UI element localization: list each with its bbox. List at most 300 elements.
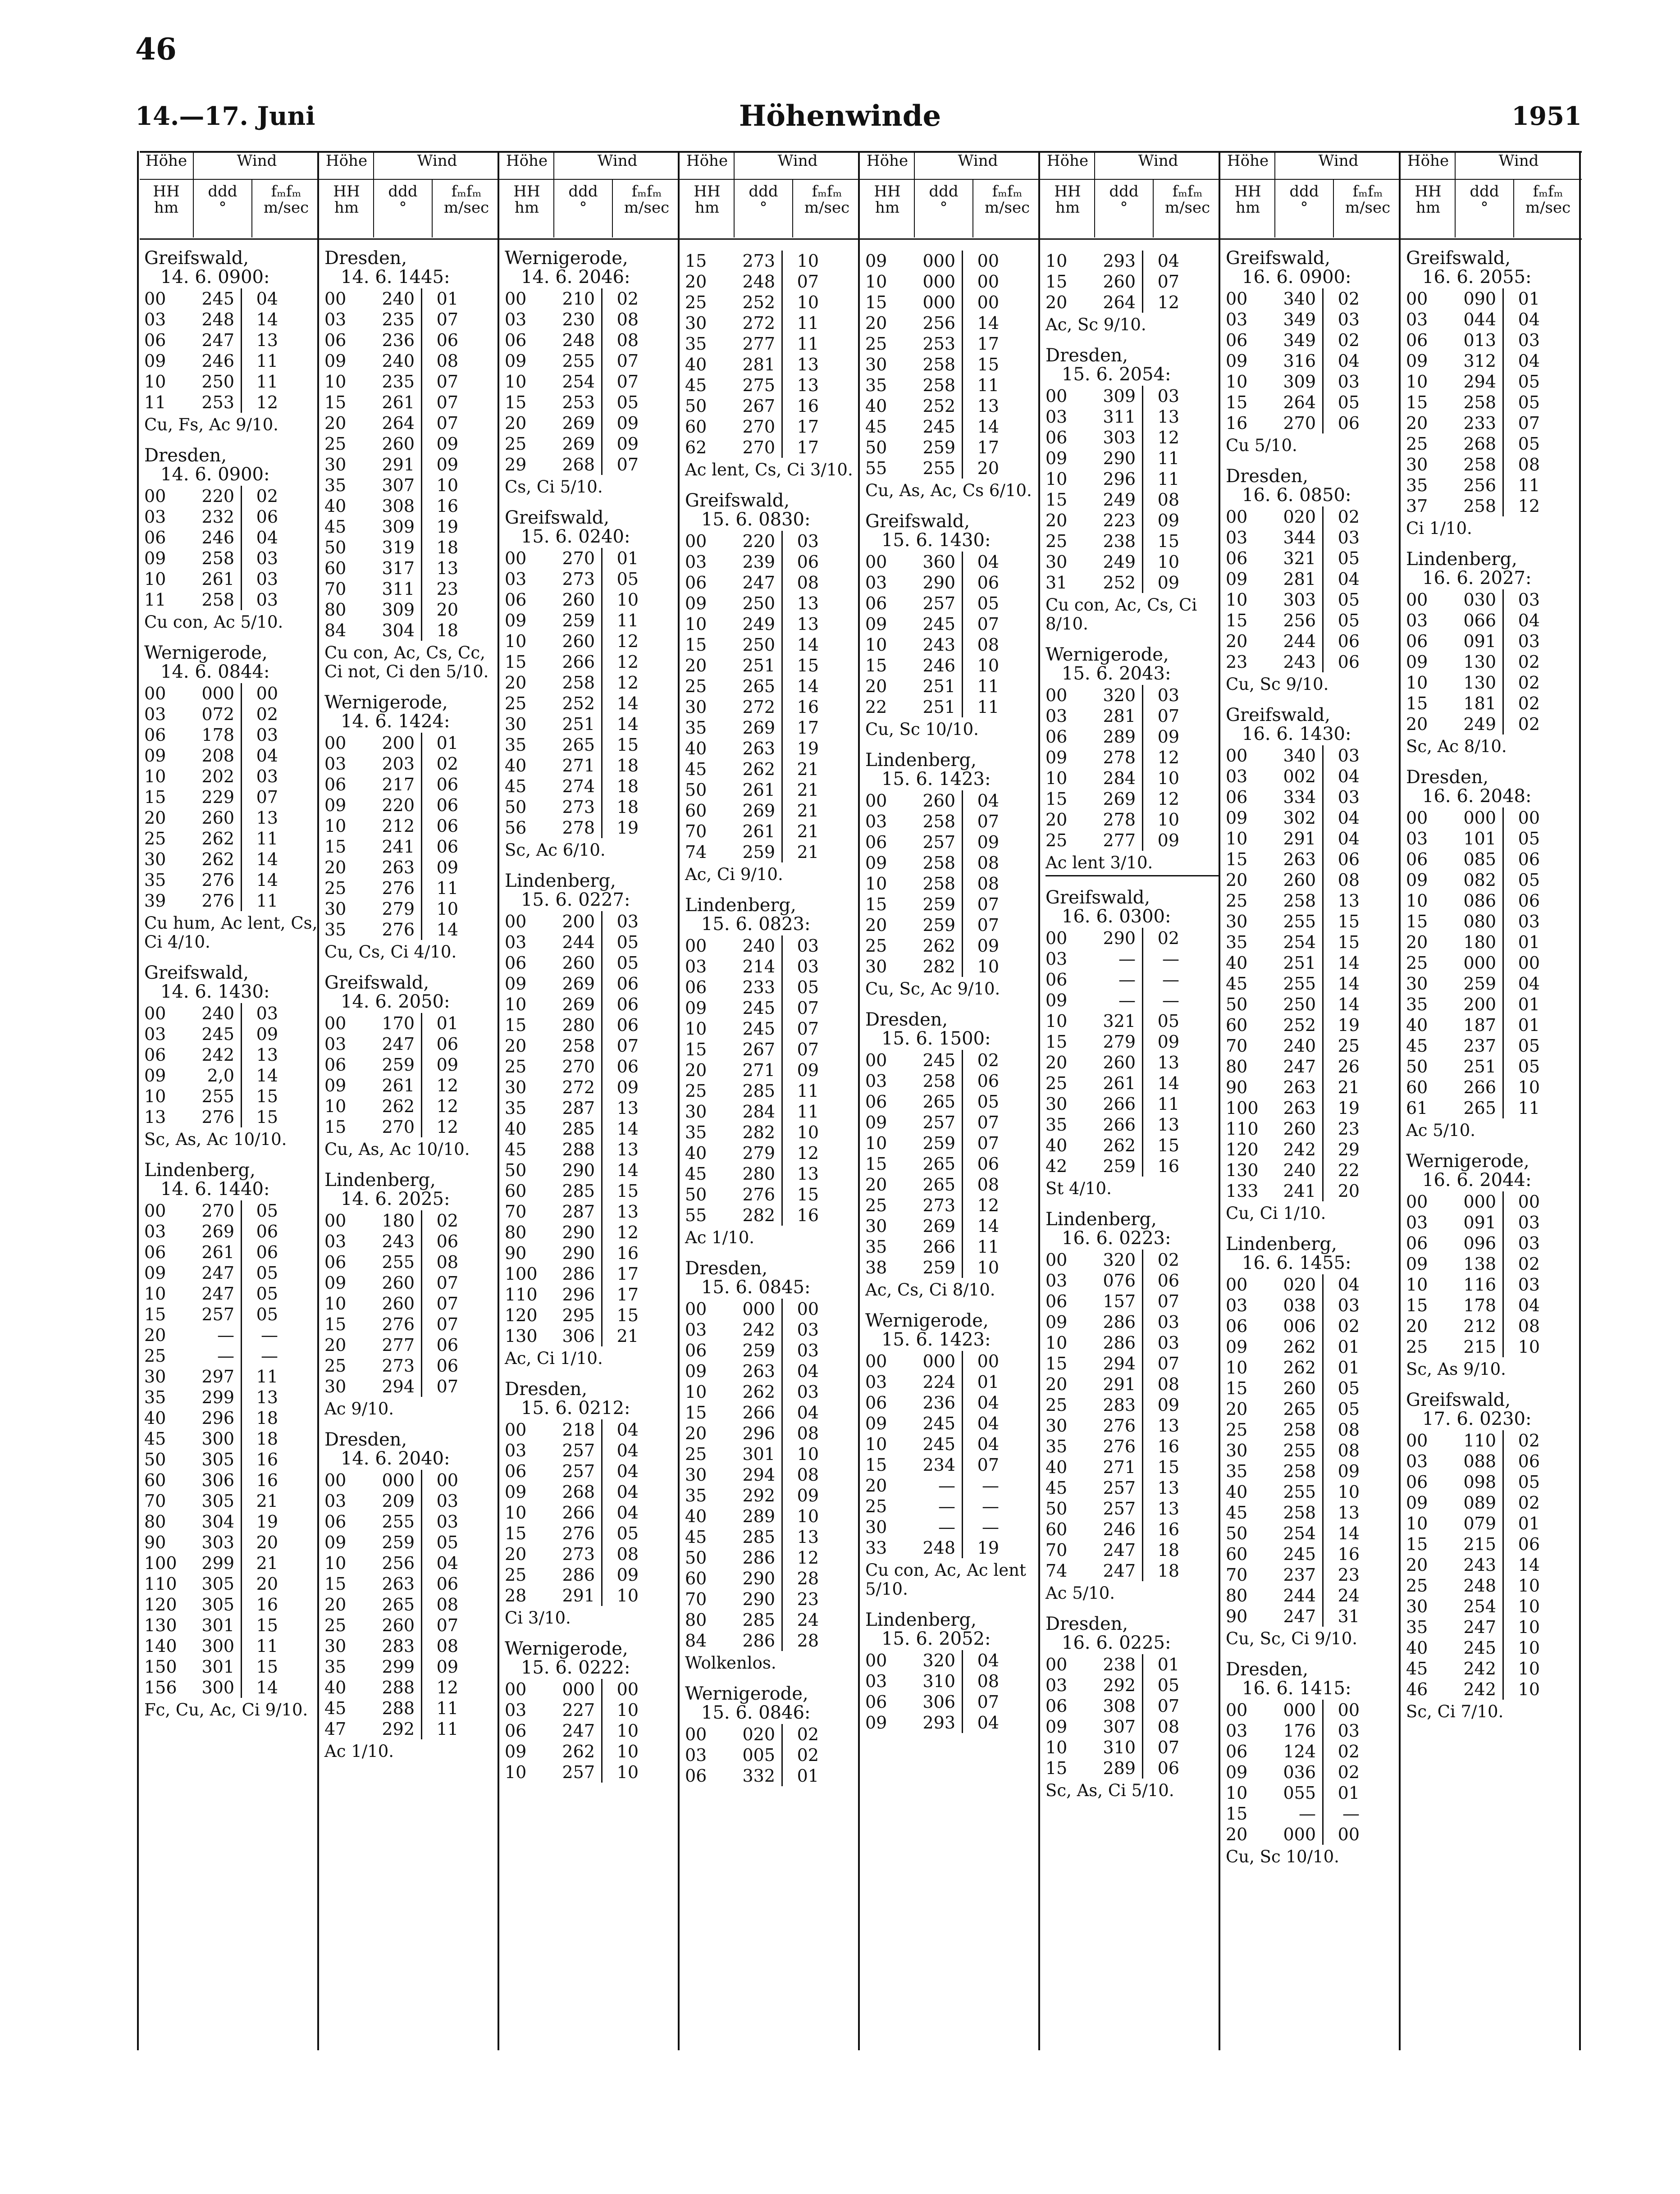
speed-cell: 06	[797, 552, 819, 572]
direction-cell: 262	[365, 1096, 422, 1117]
column-divider	[1038, 151, 1040, 2050]
height-cell: 40	[505, 1119, 527, 1139]
table-row	[685, 1547, 859, 1568]
speed-cell: 01	[1518, 994, 1540, 1014]
direction-cell: 232	[185, 506, 242, 527]
height-cell: 00	[324, 733, 347, 753]
height-cell: 09	[685, 1361, 707, 1381]
table-row	[865, 1050, 1039, 1071]
table-row	[1406, 911, 1580, 932]
wind-table	[865, 251, 1039, 479]
height-cell: 15	[685, 251, 707, 271]
header-hoehe: Höhe	[861, 153, 915, 179]
wind-table	[1226, 288, 1400, 433]
speed-cell: 06	[256, 1242, 278, 1262]
observation-time: 16. 6. 0300:	[1062, 906, 1171, 927]
height-cell: 40	[865, 396, 887, 416]
table-row	[505, 392, 679, 413]
direction-cell: 124	[1266, 1741, 1324, 1762]
table-row	[1406, 1015, 1580, 1035]
station-block	[685, 491, 859, 884]
height-cell: 00	[1406, 590, 1428, 610]
direction-cell: 296	[726, 1423, 783, 1444]
table-row	[324, 1677, 498, 1698]
direction-cell: 308	[1086, 1696, 1143, 1716]
station-block	[865, 1610, 1039, 1733]
table-row	[505, 1482, 679, 1502]
direction-cell: 247	[545, 1720, 603, 1741]
height-cell: 00	[505, 1679, 527, 1699]
speed-cell: 01	[436, 733, 458, 753]
table-row	[1226, 1523, 1400, 1544]
direction-cell: 247	[1266, 1056, 1324, 1077]
table-row	[1226, 1035, 1400, 1056]
height-cell: 23	[1226, 652, 1248, 672]
height-cell: 10	[144, 569, 166, 589]
speed-cell: 09	[977, 832, 999, 852]
height-cell: 09	[505, 351, 527, 371]
speed-cell: 03	[1518, 912, 1540, 931]
speed-cell: 03	[436, 1491, 458, 1511]
height-cell: 03	[1045, 407, 1068, 427]
direction-cell: 292	[726, 1485, 783, 1506]
height-cell: 06	[324, 775, 347, 794]
speed-cell: 02	[1518, 673, 1540, 693]
direction-cell: 235	[365, 309, 422, 330]
direction-cell: 233	[726, 977, 783, 998]
direction-cell: 284	[726, 1101, 783, 1122]
direction-cell: 307	[365, 475, 422, 496]
direction-cell: 000	[1447, 807, 1504, 828]
speed-cell: 24	[797, 1610, 819, 1630]
table-row	[324, 579, 498, 599]
header-hm-label: hm	[514, 199, 539, 217]
direction-cell: 262	[185, 849, 242, 870]
speed-cell: 12	[1157, 428, 1179, 447]
header-ddd	[915, 180, 973, 237]
height-cell: 10	[1045, 469, 1068, 489]
direction-cell: 261	[726, 780, 783, 800]
speed-cell: 03	[1338, 1295, 1360, 1315]
direction-cell: 311	[365, 579, 422, 599]
direction-cell: 259	[365, 1532, 422, 1553]
height-cell: 00	[1406, 289, 1428, 309]
height-cell: 06	[1045, 727, 1068, 747]
header-row	[861, 153, 1041, 180]
height-cell: 06	[324, 1252, 347, 1272]
speed-cell: 10	[616, 590, 639, 610]
direction-cell: 289	[1086, 726, 1143, 747]
table-row	[1226, 1056, 1400, 1077]
direction-cell: 036	[1266, 1762, 1324, 1783]
speed-cell: 13	[797, 1527, 819, 1547]
table-row	[1226, 1295, 1400, 1316]
table-row	[505, 371, 679, 392]
table-row	[1226, 1098, 1400, 1118]
table-row	[865, 416, 1039, 437]
direction-cell: 265	[906, 1091, 963, 1112]
header-row	[680, 153, 861, 180]
height-cell: 30	[865, 355, 887, 374]
height-cell: 50	[1406, 1057, 1428, 1076]
table-row	[1226, 610, 1400, 631]
direction-cell: 089	[1447, 1492, 1504, 1513]
height-cell: 30	[1406, 455, 1428, 474]
observation-time: 15. 6. 1500:	[881, 1028, 991, 1049]
speed-cell: 03	[797, 936, 819, 956]
speed-cell: 03	[1338, 787, 1360, 807]
direction-cell: 303	[1266, 589, 1324, 610]
direction-cell: 260	[1086, 1052, 1143, 1073]
table-row	[685, 1745, 859, 1765]
speed-cell: 13	[616, 1098, 639, 1118]
speed-cell: 05	[1338, 392, 1360, 412]
speed-cell: 00	[256, 684, 278, 703]
speed-cell: —	[1162, 949, 1179, 969]
column-body	[861, 240, 1041, 1733]
table-row	[144, 890, 318, 911]
direction-cell: 030	[1447, 589, 1504, 610]
height-cell: 10	[1226, 372, 1248, 392]
direction-cell: 263	[365, 857, 422, 878]
table-row	[324, 392, 498, 413]
height-cell: 30	[505, 1077, 527, 1097]
direction-cell: 292	[365, 1719, 422, 1739]
speed-cell: 14	[436, 920, 458, 940]
table-row	[324, 1656, 498, 1677]
table-row	[865, 1195, 1039, 1216]
height-cell: 15	[1045, 272, 1068, 292]
table-row	[1045, 1291, 1219, 1312]
speed-cell: 08	[977, 1175, 999, 1195]
wind-table	[1045, 928, 1219, 1177]
direction-cell: 301	[726, 1444, 783, 1464]
direction-cell: 269	[545, 973, 603, 994]
table-row	[1406, 330, 1580, 351]
table-row	[1226, 1606, 1400, 1627]
table-row	[865, 1091, 1039, 1112]
observation-time: 14. 6. 0900:	[160, 464, 270, 485]
direction-cell: 000	[185, 683, 242, 704]
header-hm-label: hm	[154, 199, 179, 217]
height-cell: 03	[865, 1071, 887, 1091]
table-row	[685, 1081, 859, 1101]
speed-cell: 22	[1338, 1160, 1360, 1180]
direction-cell: 287	[545, 1201, 603, 1222]
speed-cell: 05	[797, 977, 819, 997]
direction-cell: 237	[1266, 1565, 1324, 1585]
speed-cell: 11	[797, 313, 819, 333]
height-cell: 25	[505, 1057, 527, 1076]
observation-time: 15. 6. 2054:	[1062, 364, 1171, 385]
table-row	[324, 1075, 498, 1096]
speed-cell: 00	[977, 272, 999, 292]
height-cell: 03	[144, 310, 166, 329]
direction-cell: 249	[726, 614, 783, 634]
wind-table	[1406, 807, 1580, 1118]
speed-cell: —	[982, 1496, 999, 1516]
speed-cell: 10	[797, 251, 819, 271]
height-cell: 110	[505, 1285, 538, 1305]
direction-cell: 276	[545, 1523, 603, 1544]
direction-cell: 258	[185, 589, 242, 610]
speed-cell: 12	[436, 1678, 458, 1697]
direction-cell: 265	[545, 734, 603, 755]
column-divider	[1399, 151, 1401, 2050]
header-hoehe: Höhe	[140, 153, 194, 179]
height-cell: 06	[1045, 1291, 1068, 1311]
speed-cell: 04	[1157, 251, 1179, 271]
speed-cell: 15	[1338, 912, 1360, 931]
table-row	[865, 593, 1039, 614]
direction-cell: 308	[365, 496, 422, 516]
speed-cell: 07	[616, 372, 639, 392]
direction-cell: 245	[906, 1050, 963, 1071]
table-row	[1045, 1415, 1219, 1436]
direction-cell: 288	[545, 1139, 603, 1160]
height-cell: 06	[144, 528, 166, 547]
table-row	[1045, 809, 1219, 830]
height-cell: 10	[1045, 1333, 1068, 1353]
speed-cell: 16	[436, 496, 458, 516]
wind-table	[505, 1419, 679, 1606]
wind-table	[324, 733, 498, 940]
direction-cell: 240	[1266, 1035, 1324, 1056]
height-cell: 09	[685, 998, 707, 1018]
height-cell: 00	[1045, 1655, 1068, 1674]
table-row	[505, 1263, 679, 1284]
wind-table	[865, 1050, 1039, 1278]
height-cell: 40	[324, 1678, 347, 1697]
station-block	[1226, 249, 1400, 455]
direction-cell: 260	[185, 807, 242, 828]
height-cell: 09	[324, 795, 347, 815]
table-row	[1226, 1274, 1400, 1295]
table-row	[1226, 1700, 1400, 1720]
table-row	[505, 672, 679, 693]
table-row	[1226, 1399, 1400, 1419]
wind-table	[1406, 1191, 1580, 1357]
table-row	[324, 1532, 498, 1553]
table-row	[865, 313, 1039, 333]
height-cell: 25	[144, 829, 166, 848]
height-cell: 09	[865, 1113, 887, 1132]
speed-cell: 11	[977, 1237, 999, 1257]
header-row	[1041, 153, 1221, 180]
height-cell: 00	[324, 1211, 347, 1231]
height-cell: 09	[685, 593, 707, 613]
direction-cell: 290	[726, 1589, 783, 1610]
direction-cell: 269	[1086, 789, 1143, 809]
table-row	[144, 1045, 318, 1065]
speed-cell: 20	[256, 1574, 278, 1594]
table-row	[324, 516, 498, 537]
column-header	[1221, 151, 1402, 240]
direction-cell: 256	[1447, 475, 1504, 496]
table-row	[324, 1698, 498, 1719]
header-ff	[793, 180, 861, 237]
speed-cell: 19	[616, 818, 639, 838]
direction-cell: 258	[906, 853, 963, 873]
height-cell: 50	[1226, 1523, 1248, 1543]
direction-cell: 310	[906, 1671, 963, 1692]
height-cell: 25	[324, 1615, 347, 1635]
speed-cell: 04	[977, 1713, 999, 1733]
cloud-note: Sc, Ac 6/10.	[505, 840, 606, 860]
height-cell: 40	[685, 1506, 707, 1526]
direction-cell: 265	[726, 676, 783, 697]
table-row	[324, 496, 498, 516]
table-row	[1406, 589, 1580, 610]
height-cell: 09	[1045, 1312, 1068, 1332]
table-row	[1226, 994, 1400, 1015]
header-hh	[1041, 180, 1095, 237]
direction-cell: 272	[726, 313, 783, 333]
height-cell: 06	[685, 573, 707, 593]
speed-cell: 14	[1338, 994, 1360, 1014]
height-cell: 09	[1045, 990, 1068, 1010]
speed-cell: 19	[436, 517, 458, 537]
direction-cell: 176	[1266, 1720, 1324, 1741]
speed-cell: 08	[797, 573, 819, 593]
table-row	[144, 1263, 318, 1283]
height-cell: 10	[1406, 673, 1428, 693]
table-row	[685, 375, 859, 396]
speed-cell: 13	[797, 1164, 819, 1184]
speed-cell: 13	[616, 1202, 639, 1222]
speed-cell: 15	[256, 1615, 278, 1635]
header-msec-label: m/sec	[443, 199, 489, 217]
speed-cell: 00	[1518, 1192, 1540, 1212]
table-row	[1406, 433, 1580, 454]
speed-cell: —	[261, 1325, 278, 1345]
direction-cell: 013	[1447, 330, 1504, 351]
height-cell: 00	[144, 486, 166, 506]
direction-cell: 276	[365, 1314, 422, 1335]
header-row	[500, 153, 680, 180]
height-cell: 10	[1226, 1783, 1248, 1803]
table-row	[505, 1585, 679, 1606]
direction-cell: 283	[1086, 1395, 1143, 1415]
speed-cell: 04	[977, 1434, 999, 1454]
speed-cell: 21	[256, 1491, 278, 1511]
speed-cell: 14	[256, 310, 278, 329]
speed-cell: 03	[616, 912, 639, 931]
height-cell: 150	[144, 1657, 177, 1677]
direction-cell: 258	[1266, 1502, 1324, 1523]
speed-cell: —	[982, 1476, 999, 1496]
table-row	[1406, 890, 1580, 911]
table-row	[1045, 1758, 1219, 1779]
header-hh-label: HH	[1234, 182, 1261, 201]
header-row	[320, 153, 500, 180]
height-cell: 09	[144, 1263, 166, 1283]
height-cell: 25	[505, 693, 527, 713]
table-row	[685, 1340, 859, 1361]
wind-table	[505, 1679, 679, 1783]
table-row	[144, 704, 318, 725]
direction-cell: 000	[545, 1679, 603, 1700]
table-row	[144, 1283, 318, 1304]
speed-cell: 01	[1518, 932, 1540, 952]
header-wind: Wind	[1318, 152, 1359, 170]
speed-cell: 12	[616, 673, 639, 693]
table-row	[1406, 475, 1580, 496]
table-row	[144, 1636, 318, 1656]
speed-cell: 06	[436, 837, 458, 857]
station-block	[685, 1259, 859, 1673]
header-deg-label: °	[1480, 199, 1488, 217]
speed-cell: 12	[1157, 748, 1179, 767]
table-row	[1406, 973, 1580, 994]
table-row	[685, 416, 859, 437]
height-cell: 50	[505, 797, 527, 817]
table-row	[505, 714, 679, 734]
direction-cell: 252	[545, 693, 603, 714]
table-row	[144, 1366, 318, 1387]
cloud-note: Cu, Sc 9/10.	[1226, 675, 1329, 694]
direction-cell: 245	[906, 1434, 963, 1455]
direction-cell: 248	[185, 309, 242, 330]
speed-cell: 07	[1157, 1696, 1179, 1716]
table-row	[1226, 351, 1400, 371]
table-row	[865, 572, 1039, 593]
table-row	[1226, 787, 1400, 807]
table-row	[1045, 1540, 1219, 1560]
direction-cell: 000	[906, 251, 963, 271]
station-block	[1045, 645, 1219, 876]
table-row	[1406, 1534, 1580, 1555]
table-row	[1045, 1478, 1219, 1498]
table-row	[505, 652, 679, 672]
station-block	[865, 1311, 1039, 1599]
height-cell: 45	[685, 1527, 707, 1547]
speed-cell: 20	[977, 458, 999, 478]
direction-cell: 180	[365, 1210, 422, 1231]
height-cell: 130	[505, 1326, 538, 1346]
height-cell: 60	[144, 1470, 166, 1490]
speed-cell: 05	[1518, 1057, 1540, 1076]
speed-cell: 09	[256, 1024, 278, 1044]
speed-cell: 23	[1338, 1565, 1360, 1585]
table-row	[1406, 953, 1580, 973]
wind-table	[685, 251, 859, 458]
cloud-note: Ac 5/10.	[1406, 1121, 1476, 1140]
height-cell: 35	[685, 718, 707, 738]
height-cell: 50	[685, 1548, 707, 1568]
table-row	[1406, 496, 1580, 516]
speed-cell: 02	[797, 1745, 819, 1765]
wind-table	[1045, 386, 1219, 593]
height-cell: 15	[1406, 1295, 1428, 1315]
speed-cell: 02	[1518, 693, 1540, 713]
speed-cell: 04	[1338, 766, 1360, 786]
speed-cell: 11	[977, 676, 999, 696]
speed-cell: 03	[797, 1382, 819, 1402]
station-block	[865, 751, 1039, 999]
speed-cell: 06	[436, 1034, 458, 1054]
direction-cell: 247	[185, 1263, 242, 1283]
table-row	[1226, 745, 1400, 766]
table-row	[865, 1692, 1039, 1712]
direction-cell: 245	[726, 1018, 783, 1039]
station-name: Greifswald,	[1226, 248, 1331, 269]
direction-cell: 270	[726, 416, 783, 437]
speed-cell: 16	[256, 1450, 278, 1469]
direction-cell: 306	[185, 1470, 242, 1491]
height-cell: 06	[865, 1393, 887, 1413]
speed-cell: 07	[436, 372, 458, 392]
